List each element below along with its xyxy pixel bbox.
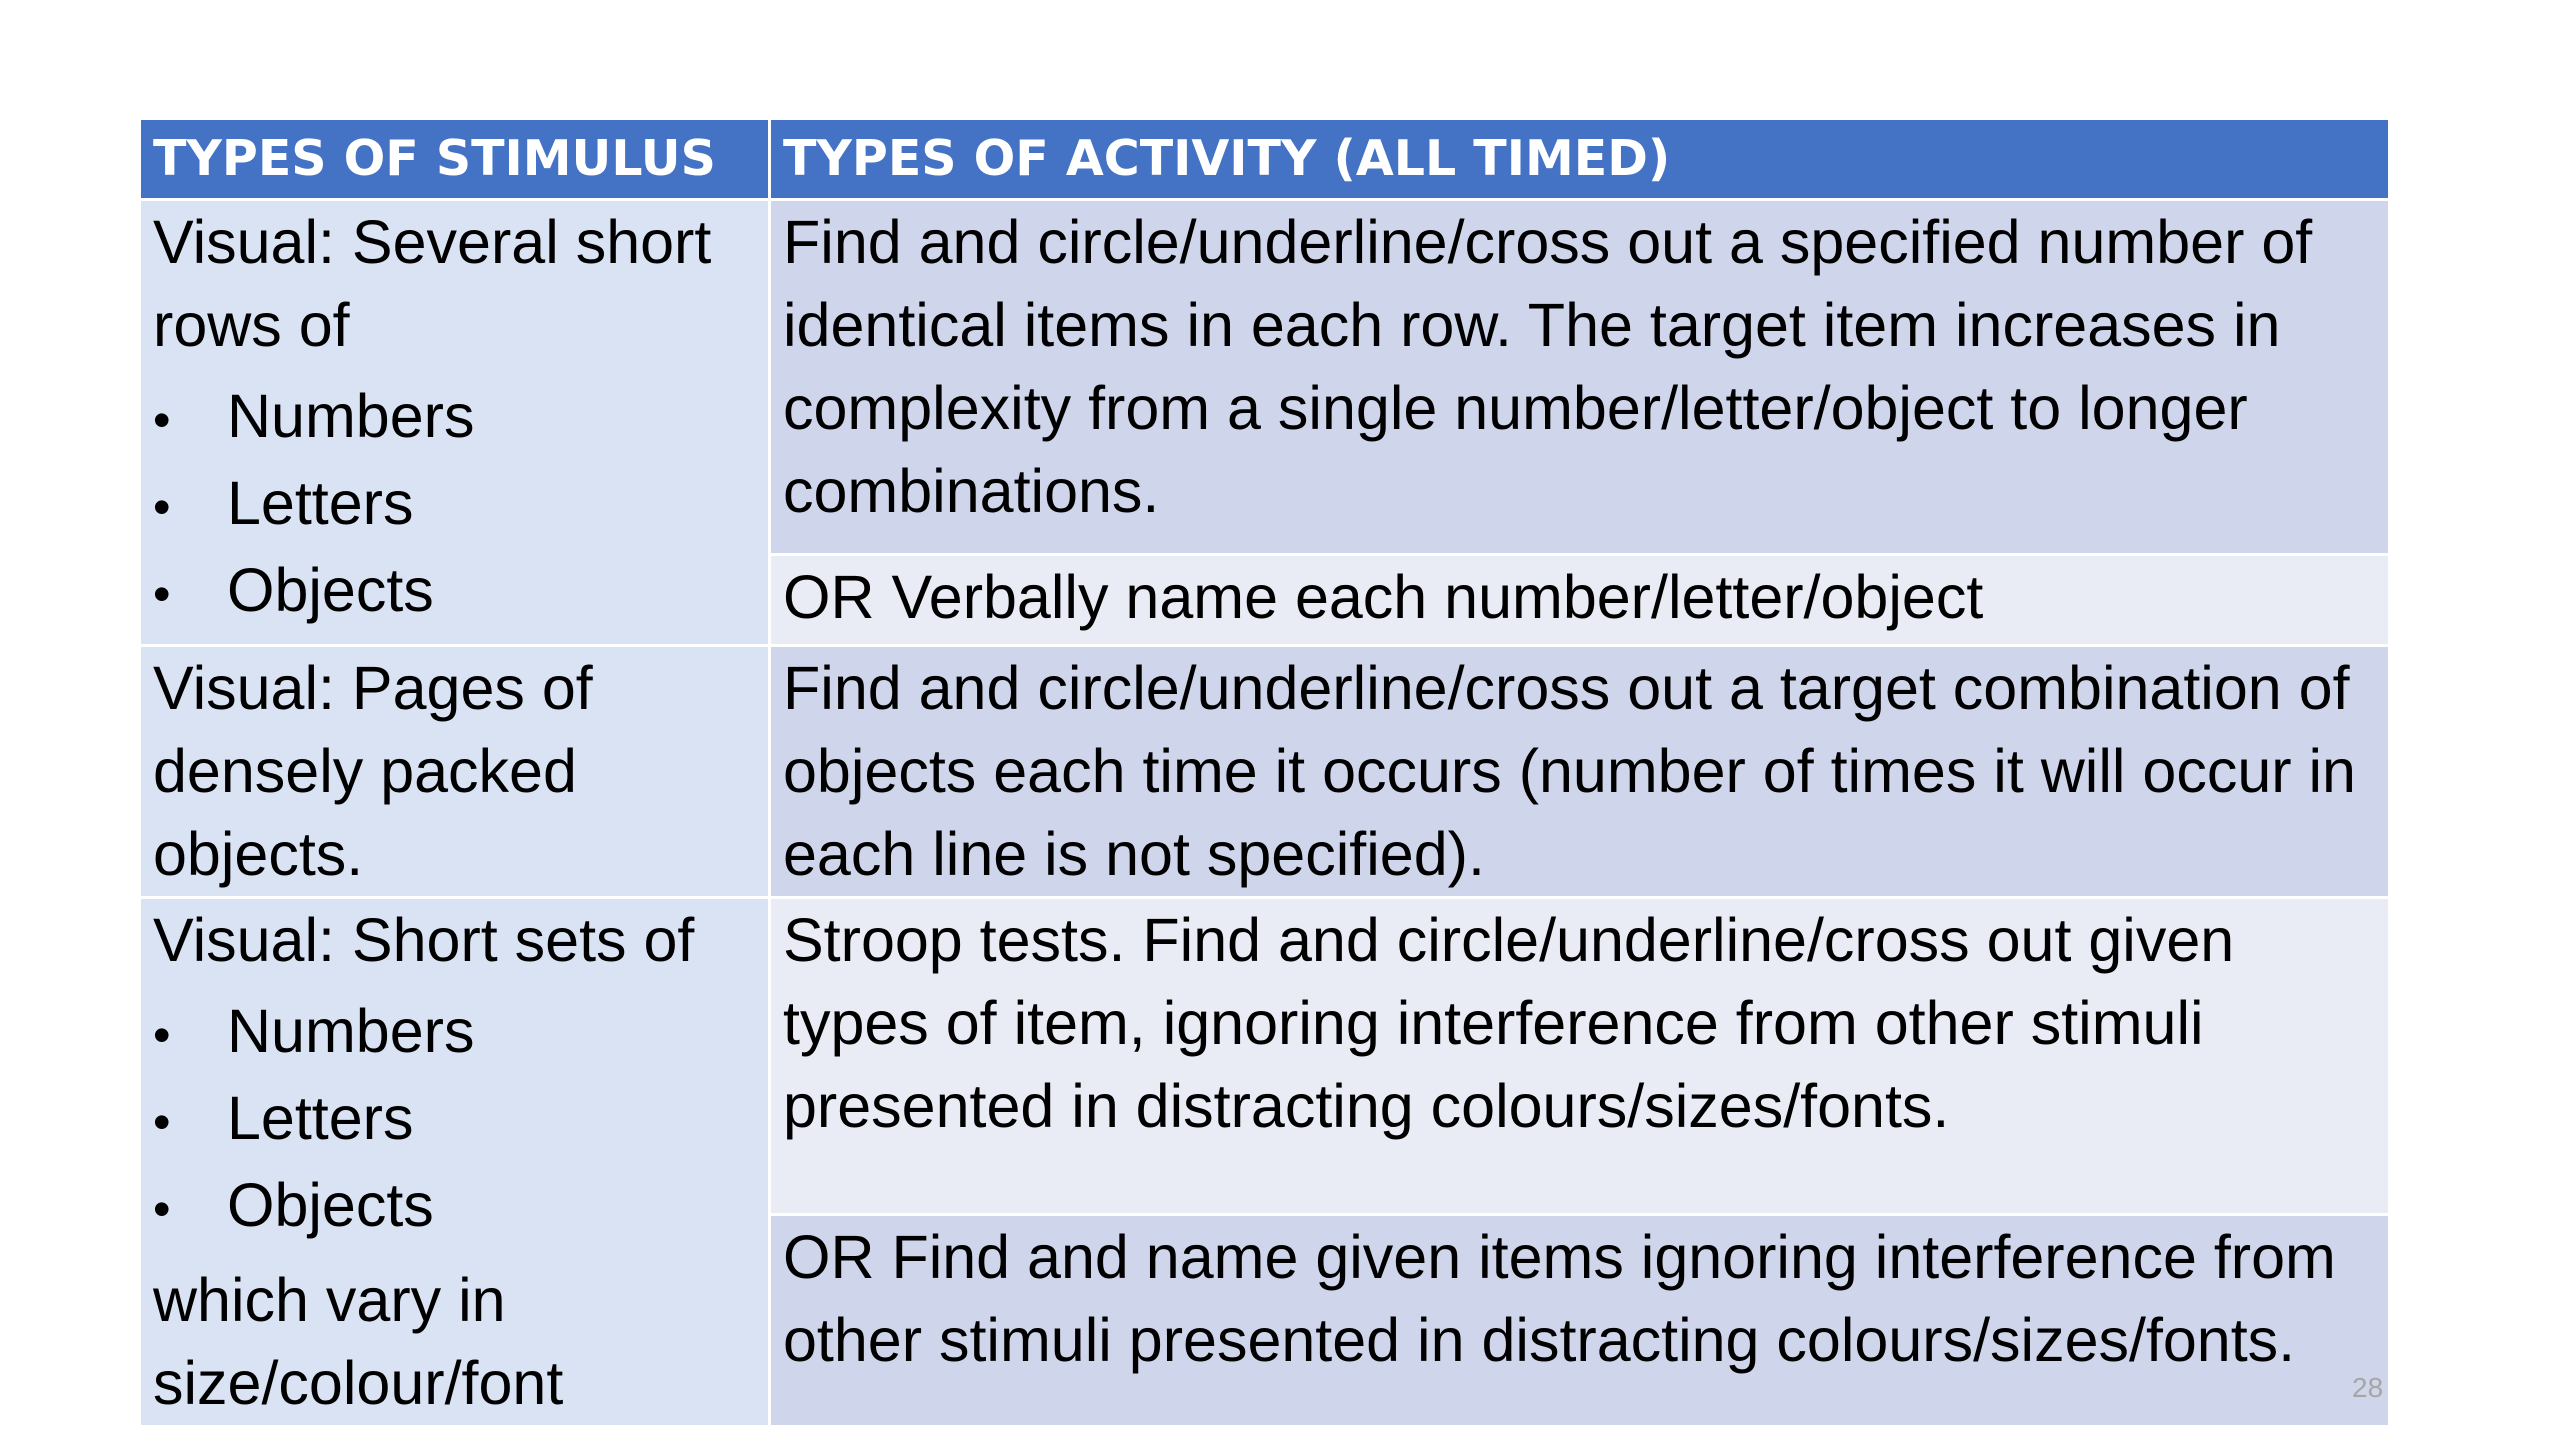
table-row <box>140 898 2390 1215</box>
page-number: 28 <box>2352 1372 2384 1403</box>
list-item <box>153 549 756 636</box>
list-item <box>153 1164 756 1251</box>
stimulus-cell-short-rows <box>140 200 770 646</box>
stimulus-cell-short-sets <box>140 898 770 1427</box>
table-row <box>140 646 2390 898</box>
table-header-row <box>140 119 2390 200</box>
bullet-icon: • <box>153 392 171 448</box>
stimulus-bullet-list <box>153 990 756 1251</box>
bullet-text: Letters <box>227 1084 414 1152</box>
bullet-icon: • <box>153 1007 171 1063</box>
activity-cell-find-specified-number: Find and circle/underline/cross out a specified number of identical items in each row. The target item increases in complexity from a single number/letter/object to longer combinations. <box>770 200 2390 555</box>
header-types-of-stimulus: TYPES OF STIMULUS <box>140 119 770 200</box>
activity-cell-verbally-name: OR Verbally name each number/letter/object <box>770 554 2390 645</box>
header-types-of-activity: TYPES OF ACTIVITY (ALL TIMED) <box>770 119 2390 200</box>
bullet-icon: • <box>153 479 171 535</box>
stimulus-intro: Visual: Short sets of <box>153 906 695 974</box>
stimulus-bullet-list <box>153 375 756 636</box>
bullet-text: Objects <box>227 556 434 624</box>
bullet-icon: • <box>153 566 171 622</box>
bullet-icon: • <box>153 1094 171 1150</box>
bullet-text: Numbers <box>227 997 475 1065</box>
list-item <box>153 462 756 549</box>
bullet-icon: • <box>153 1181 171 1237</box>
list-item <box>153 375 756 462</box>
activity-cell-stroop-tests: Stroop tests. Find and circle/underline/cross out given types of item, ignoring interference from other stimuli presented in distracting colours/sizes/fonts. <box>770 898 2390 1215</box>
bullet-text: Letters <box>227 469 414 537</box>
stimulus-intro: Visual: Pages of densely packed objects. <box>153 654 593 888</box>
activity-cell-find-and-name: OR Find and name given items ignoring interference from other stimuli presented in distracting colours/sizes/fonts. <box>770 1214 2390 1426</box>
stimulus-cell-dense-pages <box>140 646 770 898</box>
stimulus-activity-table <box>138 117 2391 1428</box>
list-item <box>153 990 756 1077</box>
stimulus-intro: Visual: Several short rows of <box>153 208 712 359</box>
activity-cell-find-target-combination: Find and circle/underline/cross out a target combination of objects each time it occurs (number of times it will occur in each line is not specified). <box>770 646 2390 898</box>
stimulus-outro: which vary in size/colour/font <box>153 1266 564 1417</box>
list-item <box>153 1077 756 1164</box>
bullet-text: Objects <box>227 1171 434 1239</box>
bullet-text: Numbers <box>227 382 475 450</box>
table-row <box>140 200 2390 555</box>
